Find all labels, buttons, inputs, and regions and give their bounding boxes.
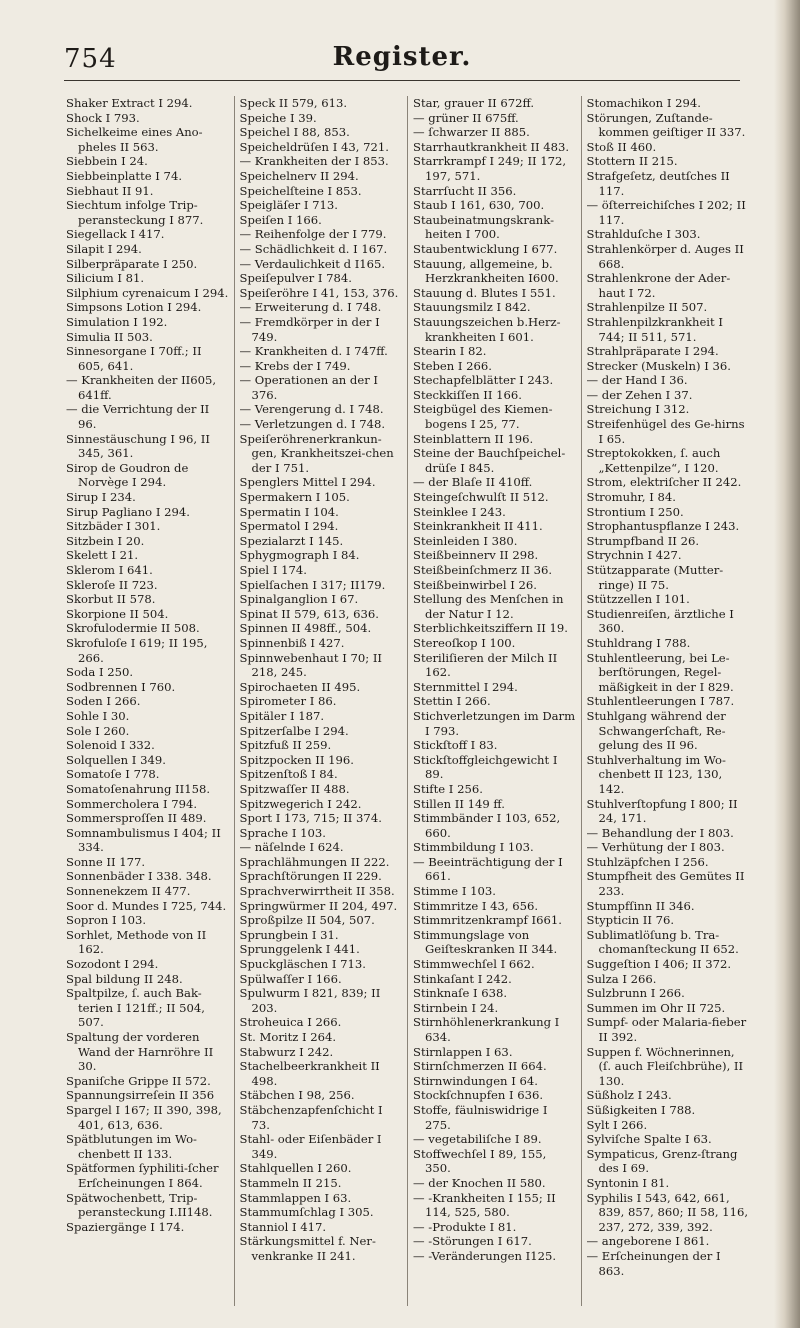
index-entry: Stimmungslage von Geiſteskranken II 344. [413, 927, 558, 957]
index-entry: Stromuhr, I 84. [586, 490, 676, 505]
index-entry: Studienreiſen, ärztliche I 360. [586, 606, 734, 636]
index-entry: Stomachikon I 294. [586, 96, 701, 110]
index-entry: Starrkrampf I 249; II 172, 197, 571. [413, 154, 567, 183]
index-entry: Speiche I 39. [239, 110, 317, 125]
index-entry: Spenglers Mittel I 294. [239, 475, 376, 490]
index-entry: Speichelſteine I 853. [239, 183, 362, 198]
index-entry: Sinnesorgane I 70ff.; II 605, 641. [66, 344, 202, 373]
index-entry: — -Störungen I 617. [413, 1234, 532, 1249]
index-entry: Skorbut II 578. [66, 592, 156, 607]
index-entry: Spermakern I 105. [239, 490, 350, 505]
index-entry: Sirop de Goudron de Norvège I 294. [66, 460, 189, 490]
index-entry: Spitzpocken II 196. [239, 752, 354, 767]
index-entry: Sprunggelenk I 441. [239, 942, 360, 957]
index-entry: Starrſucht II 356. [413, 183, 517, 198]
index-entry: — näſelnde I 624. [239, 840, 344, 855]
index-entry: Stauungszeichen b.Herz-krankheiten I 601. [413, 314, 561, 344]
index-entry: Störungen, Zuſtande-kommen geiſtiger II 337. [586, 110, 746, 140]
index-entry: Stumpfheit des Gemütes II 233. [586, 869, 745, 899]
index-entry: Soden I 266. [66, 694, 141, 709]
index-entry: Strahlpräparate I 294. [586, 344, 719, 359]
index-entry: — Erſcheinungen der I 863. [586, 1248, 721, 1278]
index-entry: Steißbeinnerv II 298. [413, 548, 539, 563]
index-entry: Stauung, allgemeine, b. Herzkrankheiten I600. [413, 256, 559, 286]
index-entry: Spielſachen I 317; II179. [239, 577, 386, 592]
index-entry: Spal bildung II 248. [66, 971, 183, 986]
index-entry: Stuhlverſtopfung I 800; II 24, 171. [586, 796, 738, 826]
index-entry: Sprungbein I 31. [239, 927, 339, 942]
index-entry: Skrofuloſe I 619; II 195, 266. [66, 635, 208, 665]
index-entry: Speiſen I 166. [239, 212, 322, 227]
index-entry: Süßholz I 243. [586, 1088, 672, 1103]
index-entry: Simulation I 192. [66, 314, 168, 329]
index-entry: Strahlenpilze II 507. [586, 300, 708, 315]
index-entry: Silapit I 294. [66, 241, 142, 256]
index-entry: Silphium cyrenaicum I 294. [66, 285, 229, 300]
index-entry: Stimmbänder I 103, 652, 660. [413, 811, 561, 840]
index-entry: Stereoſkop I 100. [413, 635, 516, 650]
page-header [64, 40, 740, 81]
index-entry: Spätwochenbett, Trip-peransteckung I.II148. [66, 1190, 213, 1220]
index-entry: Speck II 579, 613. [239, 96, 348, 110]
index-entry: Spinnwebenhaut I 70; II 218, 245. [239, 650, 382, 680]
page-number: 754 [64, 44, 117, 74]
index-entry: Silberpräparate I 250. [66, 256, 198, 271]
index-entry: Sirup Pagliano I 294. [66, 504, 190, 519]
index-entry: Sumpf- oder Malaria-fieber II 392. [586, 1015, 747, 1044]
index-entry: Steinklee I 243. [413, 504, 506, 519]
index-entry: Streichung I 312. [586, 402, 690, 417]
index-entry: Spinnenbiß I 427. [239, 635, 345, 650]
index-entry: — Behandlung der I 803. [586, 825, 734, 840]
index-entry: Soda I 250. [66, 665, 134, 680]
index-entry: Stahl- oder Eiſenbäder I 349. [239, 1132, 382, 1161]
index-entry: Stinknaſe I 638. [413, 986, 508, 1001]
index-entry: Sproßpilze II 504, 507. [239, 913, 375, 928]
index-entry: Spitzerſalbe I 294. [239, 723, 349, 738]
index-entry: Speichelnerv II 294. [239, 168, 359, 183]
index-entry: Star, grauer II 672ff. [413, 96, 535, 110]
index-entry: Sole I 260. [66, 723, 130, 738]
index-entry: Summen im Ohr II 725. [586, 1000, 726, 1015]
index-entry: Silicium I 81. [66, 271, 145, 286]
index-entry: Stärkungsmittel f. Ner-venkranke II 241. [239, 1234, 376, 1263]
index-entry: Stützzellen I 101. [586, 592, 690, 607]
index-entry: Spermatol I 294. [239, 519, 339, 534]
index-entry: Stickſtoffgleichgewicht I 89. [413, 752, 558, 782]
index-entry: Streptokokken, ſ. auch „Kettenpilze“, I 120. [586, 446, 721, 475]
index-entry: Sport I 173, 715; II 374. [239, 811, 382, 826]
index-entry: Sohle I 30. [66, 708, 130, 723]
index-entry: Spitzwegerich I 242. [239, 796, 362, 811]
index-entry: Stützapparate (Mutter-ringe) II 75. [586, 563, 724, 592]
index-entry: Stellung des Menſchen in der Natur I 12. [413, 592, 564, 621]
index-entry: Sonne II 177. [66, 854, 146, 869]
index-entry: — Krankheiten d. I 747ff. [239, 344, 388, 359]
page-title: Register. [332, 42, 472, 72]
index-entry: — Operationen an der I 376. [239, 373, 379, 402]
index-entry: Stuhlzäpfchen I 256. [586, 854, 709, 869]
index-entry: Siebhaut II 91. [66, 183, 154, 198]
index-entry: Suggeſtion I 406; II 372. [586, 957, 732, 972]
index-entry: Stickſtoff I 83. [413, 738, 498, 753]
index-entry: Sommersproſſen II 489. [66, 811, 207, 826]
index-entry: Sulza I 266. [586, 971, 657, 986]
index-entry: Stabwurz I 242. [239, 1044, 334, 1059]
index-column-2 [234, 96, 408, 1306]
index-entry: — -Veränderungen I125. [413, 1248, 557, 1263]
index-entry: Spaltpilze, ſ. auch Bak-terien I 121ff.; II 504, 507. [66, 986, 205, 1030]
index-entry: Spiel I 174. [239, 563, 307, 577]
index-entry: Speiſeröhrenerkrankun-gen, Krankheitszei-chen der I 751. [239, 431, 394, 475]
index-entry: Solquellen I 349. [66, 752, 166, 767]
index-entry: Steriliſieren der Milch II 162. [413, 650, 558, 680]
index-entry: Stimmwechſel I 662. [413, 957, 535, 972]
index-entry: Spargel I 167; II 390, 398, 401, 613, 636. [66, 1102, 222, 1132]
index-entry: Siegellack I 417. [66, 227, 165, 242]
index-entry: Streifenhügel des Ge-hirns I 65. [586, 417, 745, 446]
index-entry: Sonnenekzem II 477. [66, 884, 191, 899]
index-entry: Stimmritze I 43, 656. [413, 898, 539, 913]
index-entry: Stottern II 215. [586, 154, 678, 169]
index-entry: Stoffe, fäulniswidrige I 275. [413, 1102, 548, 1132]
index-entry: Simpsons Lotion I 294. [66, 300, 202, 315]
index-entry: Spinat II 579, 613, 636. [239, 606, 379, 621]
index-entry: — der Knochen II 580. [413, 1175, 546, 1190]
index-entry: — Krebs der I 749. [239, 358, 351, 373]
index-entry: Spinalganglion I 67. [239, 592, 359, 607]
index-entry: — Beeinträchtigung der I 661. [413, 854, 563, 884]
index-entry: Sprachlähmungen II 222. [239, 854, 390, 869]
index-entry: Stuhlentleerungen I 787. [586, 694, 735, 709]
index-entry: Spitzfuß II 259. [239, 738, 332, 753]
index-entry: Spannungsirreſein II 356 [66, 1088, 215, 1103]
index-entry: Solenoid I 332. [66, 738, 155, 753]
index-entry: Stirnlappen I 63. [413, 1044, 513, 1059]
index-entry: — vegetabiliſche I 89. [413, 1132, 542, 1147]
index-entry: Spaziergänge I 174. [66, 1219, 185, 1234]
index-entry: Stumpfſinn II 346. [586, 898, 695, 913]
index-entry: — öſterreichiſches I 202; II 117. [586, 198, 746, 227]
index-entry: Staubeinatmungskrank-heiten I 700. [413, 212, 554, 242]
index-entry: Skleroſe II 723. [66, 577, 158, 592]
index-entry: Spätblutungen im Wo-chenbett II 133. [66, 1132, 197, 1161]
index-entry: Stearin I 82. [413, 344, 487, 359]
index-entry: Stechapfelblätter I 243. [413, 373, 554, 388]
index-entry: Spülwaſſer I 166. [239, 971, 342, 986]
index-entry: Speiſepulver I 784. [239, 271, 352, 286]
index-entry: Strychnin I 427. [586, 548, 682, 563]
index-entry: Steingeſchwulſt II 512. [413, 490, 549, 505]
index-entry: Sprachverwirrtheit II 358. [239, 884, 395, 899]
index-entry: Stockſchnupfen I 636. [413, 1088, 544, 1103]
index-entry: — angeborene I 861. [586, 1234, 710, 1249]
index-entry: Sprache I 103. [239, 825, 326, 840]
index-entry: Stachelbeerkrankheit II 498. [239, 1059, 380, 1088]
index-entry: Speigläſer I 713. [239, 198, 338, 213]
index-entry: Speichel I 88, 853. [239, 125, 350, 140]
index-entry: Stettin I 266. [413, 694, 491, 709]
index-entry: Sodbrennen I 760. [66, 679, 176, 694]
index-entry: Sichelkeime eines Ano-pheles II 563. [66, 125, 203, 154]
index-entry: — Krankheiten der I 853. [239, 154, 389, 169]
index-entry: Stifte I 256. [413, 781, 483, 796]
index-entry: Somatoſenahrung II158. [66, 781, 211, 796]
index-entry: Steißbeinwirbel I 26. [413, 577, 537, 592]
index-entry: — Krankheiten der II605, 641ff. [66, 373, 217, 402]
index-entry: Staub I 161, 630, 700. [413, 198, 545, 213]
index-entry: Simulia II 503. [66, 329, 153, 344]
index-entry: Sitzbein I 20. [66, 533, 145, 548]
index-column-1 [64, 96, 234, 1306]
index-entry: Sonnenbäder I 338. 348. [66, 869, 212, 884]
index-entry: Sylt I 266. [586, 1117, 648, 1132]
index-entry: Stauungsmilz I 842. [413, 300, 531, 315]
index-entry: Stinkaſant I 242. [413, 971, 512, 986]
index-entry: Spuckgläschen I 713. [239, 957, 366, 972]
index-entry: Steben I 266. [413, 358, 492, 373]
index-entry: Somnambulismus I 404; II 334. [66, 825, 221, 855]
index-entry: Stammumſchlag I 305. [239, 1205, 374, 1220]
index-entry: Stillen II 149 ff. [413, 796, 505, 811]
index-entry: Steinkrankheit II 411. [413, 519, 543, 534]
index-entry: Sozodont I 294. [66, 957, 159, 972]
index-entry: Sinnestäuschung I 96, II 345, 361. [66, 431, 210, 461]
index-entry: Sklerom I 641. [66, 563, 153, 577]
index-entry: Skrofulodermie II 508. [66, 621, 200, 636]
index-entry: Strom, elektriſcher II 242. [586, 475, 742, 490]
index-entry: Strahlenkörper d. Auges II 668. [586, 241, 744, 271]
page-edge-shadow [774, 0, 800, 1328]
index-entry: — grüner II 675ff. [413, 110, 519, 125]
index-entry: — Verdaulichkeit d I165. [239, 256, 386, 271]
index-entry: Steckkiſſen II 166. [413, 387, 522, 402]
index-entry: — Fremdkörper in der I 749. [239, 314, 380, 344]
index-entry: Stimmritzenkrampf I661. [413, 913, 562, 928]
index-entry: Sylviſche Spalte I 63. [586, 1132, 712, 1147]
index-entry: Stichverletzungen im Darm I 793. [413, 708, 576, 738]
index-entry: Stäbchenzapfenſchicht I 73. [239, 1102, 383, 1132]
index-column-4 [581, 96, 755, 1306]
index-entry: Shaker Extract I 294. [66, 96, 193, 110]
index-entry: Steigbügel des Kiemen-bogens I 25, 77. [413, 402, 553, 432]
index-entry: Stuhlentleerung, bei Le-berſtörungen, Regel-mäßigkeit in der I 829. [586, 650, 734, 694]
index-entry: Springwürmer II 204, 497. [239, 898, 398, 913]
index-entry: Stanniol I 417. [239, 1219, 327, 1234]
index-entry: Spulwurm I 821, 839; II 203. [239, 986, 381, 1015]
index-entry: Sommercholera I 794. [66, 796, 198, 811]
index-entry: Spaltung der vorderen Wand der Harnröhre II 30. [66, 1030, 214, 1074]
index-entry: Skorpione II 504. [66, 606, 169, 621]
index-entry: — die Verrichtung der II 96. [66, 402, 210, 432]
index-entry: Stroheuica I 266. [239, 1015, 342, 1030]
index-entry: Starrhautkrankheit II 483. [413, 139, 570, 154]
index-entry: Stuhldrang I 788. [586, 635, 691, 650]
index-entry: Stammlappen I 63. [239, 1190, 352, 1205]
index-entry: Shock I 793. [66, 110, 140, 125]
index-entry: Strontium I 250. [586, 504, 684, 519]
index-entry: Sterblichkeitsziffern II 19. [413, 621, 568, 636]
index-entry: Spezialarzt I 145. [239, 533, 344, 548]
index-entry: Stimme I 103. [413, 884, 496, 899]
index-entry: Spirochaeten II 495. [239, 679, 361, 694]
index-entry: Skelett I 21. [66, 548, 139, 563]
index-entry: Speicheldrüſen I 43, 721. [239, 139, 389, 154]
index-entry: Stypticin II 76. [586, 913, 675, 928]
index-entry: Strahlenpilzkrankheit I 744; II 511, 571. [586, 314, 723, 344]
index-entry: Syphilis I 543, 642, 661, 839, 857, 860; II 58, 116, 237, 272, 339, 392. [586, 1190, 749, 1234]
index-entry: — Verletzungen d. I 748. [239, 417, 386, 432]
index-entry: Siechtum infolge Trip-peransteckung I 877. [66, 198, 204, 227]
index-entry: — Erweiterung d. I 748. [239, 300, 382, 315]
index-entry: Stuhlgang während der Schwangerſchaft, Re-gelung des II 96. [586, 708, 726, 753]
index-entry: Strahlenkrone der Ader-haut I 72. [586, 271, 731, 300]
index-entry: Suppen f. Wöchnerinnen, (ſ. auch Fleiſchbrühe), II 130. [586, 1044, 744, 1088]
index-entry: Sirup I 234. [66, 490, 136, 505]
index-entry: Stuhlverhaltung im Wo-chenbett II 123, 130, 142. [586, 752, 726, 796]
index-entry: Stirnbein I 24. [413, 1000, 499, 1015]
index-entry: Sternmittel I 294. [413, 679, 518, 694]
index-entry: — ſchwarzer II 885. [413, 125, 530, 140]
index-entry: Stoß II 460. [586, 139, 657, 154]
index-entry: Speiſeröhre I 41, 153, 376. [239, 285, 399, 300]
index-entry: Steinleiden I 380. [413, 533, 518, 548]
index-entry: — der Hand I 36. [586, 373, 688, 388]
index-columns [64, 96, 754, 1306]
index-entry: Stimmbildung I 103. [413, 840, 534, 855]
index-entry: Sorhlet, Methode von II 162. [66, 927, 207, 957]
index-entry: Siebbein I 24. [66, 154, 148, 169]
index-entry: Sympaticus, Grenz-ſtrang des I 69. [586, 1146, 738, 1176]
index-entry: — der Zehen I 37. [586, 387, 693, 402]
index-entry: — -Krankheiten I 155; II 114, 525, 580. [413, 1190, 556, 1220]
index-entry: Spitzwaſſer II 488. [239, 781, 350, 796]
index-entry: Spätformen ſyphiliti-ſcher Erſcheinungen I 864. [66, 1161, 219, 1190]
index-entry: Stirnhöhlenerkrankung I 634. [413, 1015, 560, 1044]
index-entry: Steinblattern II 196. [413, 431, 534, 446]
index-column-3 [407, 96, 581, 1306]
index-entry: Sublimatlöſung b. Tra-chomanſteckung II 652. [586, 927, 739, 957]
index-entry: Stauung d. Blutes I 551. [413, 285, 556, 300]
index-entry: Somatoſe I 778. [66, 767, 160, 782]
index-entry: Syntonin I 81. [586, 1175, 670, 1190]
index-entry: Stoffwechſel I 89, 155, 350. [413, 1146, 547, 1176]
index-entry: Strumpfband II 26. [586, 533, 700, 548]
index-entry: — Schädlichkeit d. I 167. [239, 241, 388, 256]
index-entry: Strafgeſetz, deutſches II 117. [586, 168, 730, 198]
index-entry: Spermatin I 104. [239, 504, 339, 519]
index-entry: Strophantuspflanze I 243. [586, 519, 740, 534]
index-entry: Stammeln II 215. [239, 1175, 342, 1190]
index-entry: Stirnwindungen I 64. [413, 1073, 538, 1088]
index-entry: Stäbchen I 98, 256. [239, 1088, 355, 1103]
index-entry: Spitzenſtoß I 84. [239, 767, 338, 782]
index-entry: — Verhütung der I 803. [586, 840, 725, 855]
index-entry: Steißbeinſchmerz II 36. [413, 563, 553, 577]
index-entry: Steine der Bauchſpeichel-drüſe I 845. [413, 446, 566, 475]
index-entry: Sphygmograph I 84. [239, 548, 360, 563]
index-entry: — -Produkte I 81. [413, 1219, 517, 1234]
index-entry: Stahlquellen I 260. [239, 1161, 352, 1176]
index-entry: — Verengerung d. I 748. [239, 402, 384, 417]
index-entry: Spitäler I 187. [239, 708, 325, 723]
index-entry: Spinnen II 498ff., 504. [239, 621, 372, 636]
index-entry: — der Blaſe II 410ff. [413, 475, 533, 490]
index-entry: Strahlduſche I 303. [586, 227, 701, 242]
index-entry: — Reihenfolge der I 779. [239, 227, 387, 242]
index-entry: Stirnſchmerzen II 664. [413, 1059, 547, 1074]
index-entry: Siebbeinplatte I 74. [66, 168, 182, 183]
index-entry: Sitzbäder I 301. [66, 519, 161, 534]
index-entry: Sulzbrunn I 266. [586, 986, 685, 1001]
index-entry: Sopron I 103. [66, 913, 147, 928]
index-entry: Spirometer I 86. [239, 694, 337, 709]
index-entry: St. Moritz I 264. [239, 1030, 337, 1044]
index-entry: Strecker (Muskeln) I 36. [586, 358, 731, 373]
index-entry: Spaniſche Grippe II 572. [66, 1073, 211, 1088]
index-entry: Soor d. Mundes I 725, 744. [66, 898, 227, 913]
index-entry: Staubentwicklung I 677. [413, 241, 558, 256]
index-entry: Sprachſtörungen II 229. [239, 869, 382, 884]
index-entry: Süßigkeiten I 788. [586, 1102, 696, 1117]
